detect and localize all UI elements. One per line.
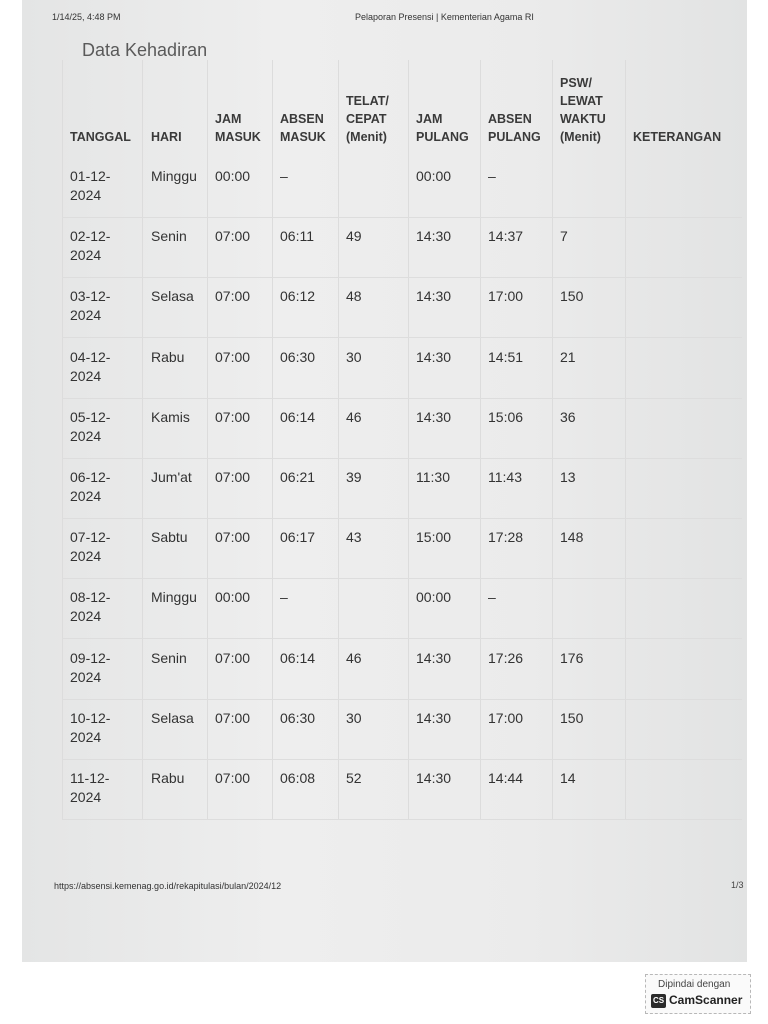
cell-date: 11-12- 2024	[70, 770, 110, 805]
camscanner-badge	[645, 974, 751, 1014]
cell-day: Senin	[151, 228, 187, 245]
cell-date: 03-12- 2024	[70, 288, 111, 324]
cell-early-leave: 14	[560, 770, 576, 786]
cell-late-early: 49	[346, 228, 362, 245]
cell-clock-out: 17:00	[488, 288, 524, 305]
footer-url: https://absensi.kemenag.go.id/rekapitulasi/bulan/2024/12	[54, 881, 282, 891]
cell-scheduled-in: 07:00	[215, 348, 251, 365]
cell-late-early: 52	[346, 770, 362, 786]
print-date: 1/14/25, 4:48 PM	[52, 12, 121, 22]
cell-day: Minggu	[151, 168, 197, 184]
cell-date: 04-12- 2024	[70, 348, 111, 384]
column-header-remarks: KETERANGAN	[633, 130, 722, 144]
cell-scheduled-in: 00:00	[215, 589, 251, 606]
table-column-divider	[207, 60, 208, 820]
row-divider	[62, 398, 742, 399]
cell-clock-in: 06:17	[280, 529, 316, 546]
cell-clock-out: 15:06	[488, 408, 524, 425]
cell-late-early: 46	[346, 408, 362, 425]
cell-scheduled-in: 07:00	[215, 770, 251, 786]
cell-clock-in: 06:14	[280, 408, 316, 425]
cell-scheduled-in: 07:00	[215, 228, 251, 245]
table-column-divider	[62, 60, 63, 820]
cell-scheduled-out: 14:30	[416, 348, 452, 365]
cell-clock-in: 06:12	[280, 288, 316, 305]
cell-clock-out: 14:44	[488, 770, 524, 786]
table-column-divider	[142, 60, 143, 820]
cell-date: 01-12- 2024	[70, 168, 111, 203]
cell-scheduled-out: 11:30	[416, 469, 450, 485]
cell-scheduled-in: 07:00	[215, 408, 251, 425]
footer-page-number: 1/3	[731, 880, 744, 890]
column-header-day: HARI	[151, 130, 182, 144]
row-divider	[62, 277, 742, 278]
column-header-early-leave: PSW/ LEWAT WAKTU (Menit)	[560, 76, 606, 144]
cell-clock-out: 11:43	[488, 469, 522, 485]
cell-date: 05-12- 2024	[70, 408, 111, 444]
cell-clock-in: 06:21	[280, 469, 316, 485]
cell-scheduled-in: 07:00	[215, 288, 251, 305]
column-header-clock-in: ABSEN MASUK	[280, 112, 326, 144]
row-divider	[62, 217, 742, 218]
cell-day: Rabu	[151, 770, 185, 786]
cell-clock-in: 06:30	[280, 348, 316, 365]
cell-day: Sabtu	[151, 529, 188, 546]
cell-early-leave: 36	[560, 408, 576, 425]
cell-date: 09-12- 2024	[70, 649, 111, 685]
cell-early-leave: 148	[560, 529, 584, 546]
cell-clock-out: 17:26	[488, 649, 524, 666]
table-column-divider	[625, 60, 626, 820]
cell-late-early: 30	[346, 348, 362, 365]
cell-scheduled-out: 14:30	[416, 228, 452, 245]
print-page-title: Pelaporan Presensi | Kementerian Agama RI	[355, 12, 534, 22]
cell-scheduled-out: 14:30	[416, 408, 452, 425]
cell-day: Jum'at	[151, 469, 192, 485]
cell-early-leave: 7	[560, 228, 568, 245]
cell-day: Senin	[151, 649, 187, 666]
scanner-caption: Dipindai dengan	[658, 979, 731, 990]
cell-day: Minggu	[151, 589, 197, 606]
cell-date: 06-12- 2024	[70, 469, 111, 504]
cell-scheduled-out: 14:30	[416, 288, 452, 305]
table-column-divider	[272, 60, 273, 820]
cell-early-leave: 21	[560, 348, 576, 365]
cell-clock-in: 06:08	[280, 770, 316, 786]
cell-late-early: 46	[346, 649, 362, 666]
cell-scheduled-out: 00:00	[416, 168, 452, 184]
document-title: Data Kehadiran	[82, 40, 208, 60]
table-column-divider	[480, 60, 481, 820]
cell-clock-in: 06:11	[280, 228, 314, 245]
cell-date: 08-12- 2024	[70, 589, 111, 625]
cell-clock-out: 14:51	[488, 348, 524, 365]
cell-date: 10-12- 2024	[70, 709, 111, 745]
cell-scheduled-out: 15:00	[416, 529, 452, 546]
cell-day: Selasa	[151, 709, 194, 726]
cell-day: Kamis	[151, 408, 190, 425]
cell-scheduled-out: 00:00	[416, 589, 452, 606]
row-divider	[62, 638, 742, 639]
column-header-scheduled-in: JAM MASUK	[215, 112, 261, 144]
cell-scheduled-out: 14:30	[416, 770, 452, 786]
cell-scheduled-in: 07:00	[215, 529, 251, 546]
column-header-scheduled-out: JAM PULANG	[416, 112, 469, 144]
cell-day: Rabu	[151, 348, 185, 365]
cell-date: 07-12- 2024	[70, 529, 111, 565]
cell-late-early: 43	[346, 529, 362, 546]
cell-early-leave: 13	[560, 469, 576, 485]
cell-clock-out: 17:28	[488, 529, 524, 546]
cell-day: Selasa	[151, 288, 194, 305]
table-column-divider	[408, 60, 409, 820]
cell-clock-in: –	[280, 589, 288, 606]
cell-early-leave: 176	[560, 649, 584, 666]
row-divider	[62, 819, 742, 820]
row-divider	[62, 578, 742, 579]
column-header-late-early: TELAT/ CEPAT (Menit)	[346, 94, 389, 144]
cell-scheduled-in: 07:00	[215, 649, 251, 666]
row-divider	[62, 759, 742, 760]
cell-clock-in: –	[280, 168, 288, 184]
scanner-brand: CamScanner	[669, 993, 743, 1007]
cell-clock-in: 06:14	[280, 649, 316, 666]
cell-scheduled-out: 14:30	[416, 649, 452, 666]
cell-late-early: 39	[346, 469, 362, 485]
cell-scheduled-in: 07:00	[215, 709, 251, 726]
cell-late-early: 48	[346, 288, 362, 305]
cell-late-early: 30	[346, 709, 362, 726]
camscanner-logo-icon: CS	[651, 994, 666, 1008]
table-column-divider	[552, 60, 553, 820]
column-header-date: TANGGAL	[70, 130, 131, 144]
cell-early-leave: 150	[560, 288, 584, 305]
cell-date: 02-12- 2024	[70, 228, 111, 264]
cell-clock-in: 06:30	[280, 709, 316, 726]
cell-clock-out: –	[488, 589, 496, 606]
cell-scheduled-out: 14:30	[416, 709, 452, 726]
cell-scheduled-in: 07:00	[215, 469, 251, 485]
row-divider	[62, 337, 742, 338]
column-header-clock-out: ABSEN PULANG	[488, 112, 541, 144]
cell-clock-out: 14:37	[488, 228, 524, 245]
row-divider	[62, 518, 742, 519]
table-column-divider	[338, 60, 339, 820]
row-divider	[62, 458, 742, 459]
cell-early-leave: 150	[560, 709, 584, 726]
cell-scheduled-in: 00:00	[215, 168, 251, 184]
cell-clock-out: 17:00	[488, 709, 524, 726]
row-divider	[62, 699, 742, 700]
cell-clock-out: –	[488, 168, 496, 184]
